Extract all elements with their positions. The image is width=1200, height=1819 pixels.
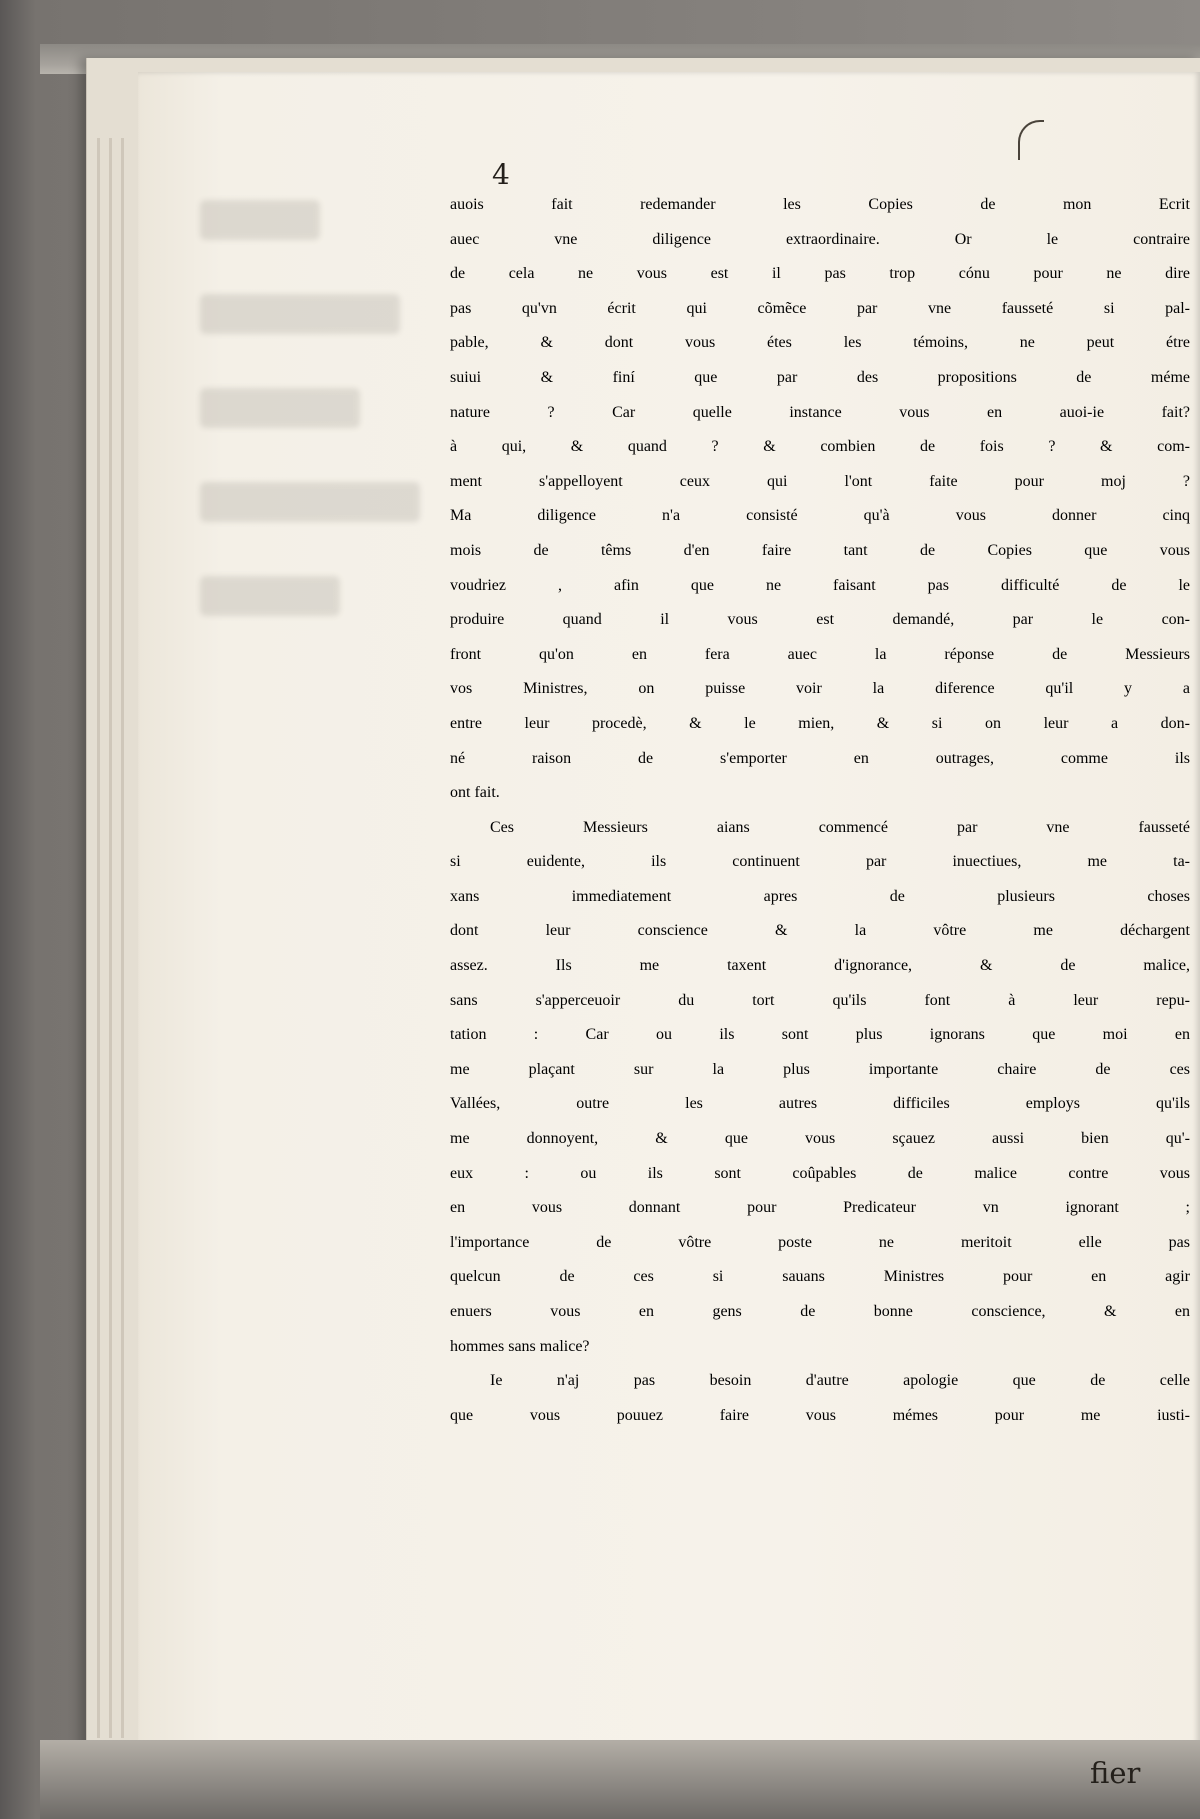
paragraph-2 bbox=[450, 819, 1190, 1373]
text-line: l'importance de vôtre poste ne meritoit elle pas bbox=[450, 1233, 1190, 1251]
text-line: dont leur conscience & la vôtre me déchargent bbox=[450, 922, 1190, 940]
book-bottom-edge bbox=[40, 1740, 1200, 1819]
text-line: quelcun de ces si sauans Ministres pour en agir bbox=[450, 1268, 1190, 1286]
text-line: enuers vous en gens de bonne conscience, & en bbox=[450, 1303, 1190, 1320]
text-line: pable, & dont vous étes les témoins, ne peut étre bbox=[450, 334, 1190, 352]
text-line: auec vne diligence extraordinaire. Or le contraire bbox=[450, 230, 1190, 248]
text-line: Ie n'aj pas besoin d'autre apologie que de celle bbox=[490, 1372, 1190, 1390]
text-line: voudriez , afin que ne faisant pas difficulté de le bbox=[450, 576, 1190, 594]
text-line: que vous pouuez faire vous mémes pour me iusti- bbox=[450, 1406, 1190, 1424]
text-line: suiui & finí que par des propositions de méme bbox=[450, 368, 1190, 386]
catchword: fier bbox=[1090, 1756, 1141, 1790]
text-line: produire quand il vous est demandé, par le con- bbox=[450, 611, 1190, 629]
text-line: vos Ministres, on puisse voir la diference qu'il y a bbox=[450, 680, 1190, 698]
show-through-marginalia bbox=[200, 200, 450, 840]
text-line: me plaçant sur la plus importante chaire de ces bbox=[450, 1060, 1190, 1078]
text-line: pas qu'vn écrit qui cõmẽce par vne fausseté si pal- bbox=[450, 299, 1190, 317]
text-line: sans s'apperceuoir du tort qu'ils font à leur repu- bbox=[450, 991, 1190, 1009]
text-line: hommes sans malice? bbox=[450, 1337, 590, 1355]
text-line: me donnoyent, & que vous sçauez aussi bien qu'- bbox=[450, 1130, 1190, 1148]
text-line: mois de têms d'en faire tant de Copies que vous bbox=[450, 541, 1190, 559]
text-line: entre leur procedè, & le mien, & si on leur a don- bbox=[450, 714, 1190, 732]
text-line: xans immediatement apres de plusieurs choses bbox=[450, 887, 1190, 905]
text-line: en vous donnant pour Predicateur vn ignorant ; bbox=[450, 1199, 1190, 1217]
page-edge-line bbox=[97, 138, 100, 1738]
text-line: ont fait. bbox=[450, 784, 500, 802]
text-line: Ces Messieurs aians commencé par vne fausseté bbox=[490, 818, 1190, 836]
paragraph-3 bbox=[450, 1372, 1190, 1441]
text-line: à qui, & quand ? & combien de fois ? & com- bbox=[450, 438, 1190, 456]
text-line: front qu'on en fera auec la réponse de Messieurs bbox=[450, 645, 1190, 663]
text-line: auois fait redemander les Copies de mon Ecrit bbox=[450, 196, 1190, 213]
page-edge-line bbox=[109, 138, 112, 1738]
text-line: si euidente, ils continuent par inuectiues, me ta- bbox=[450, 853, 1190, 871]
text-line: Ma diligence n'a consisté qu'à vous donner cinq bbox=[450, 507, 1190, 525]
page-edge-line bbox=[121, 138, 124, 1738]
text-line: tation : Car ou ils sont plus ignorans que moi en bbox=[450, 1026, 1190, 1044]
text-line: eux : ou ils sont coûpables de malice contre vous bbox=[450, 1164, 1190, 1182]
text-line: assez. Ils me taxent d'ignorance, & de malice, bbox=[450, 957, 1190, 975]
text-line: Vallées, outre les autres difficiles employs qu'ils bbox=[450, 1095, 1190, 1113]
text-line: nature ? Car quelle instance vous en auoi-ie fait? bbox=[450, 403, 1190, 421]
body-text bbox=[450, 196, 1190, 1441]
text-line: ment s'appelloyent ceux qui l'ont faite pour moj ? bbox=[450, 472, 1190, 490]
page-number: 4 bbox=[492, 158, 510, 191]
text-line: né raison de s'emporter en outrages, comme ils bbox=[450, 749, 1190, 767]
text-line: de cela ne vous est il pas trop cónu pour ne dire bbox=[450, 265, 1190, 283]
paragraph-1 bbox=[450, 196, 1190, 819]
